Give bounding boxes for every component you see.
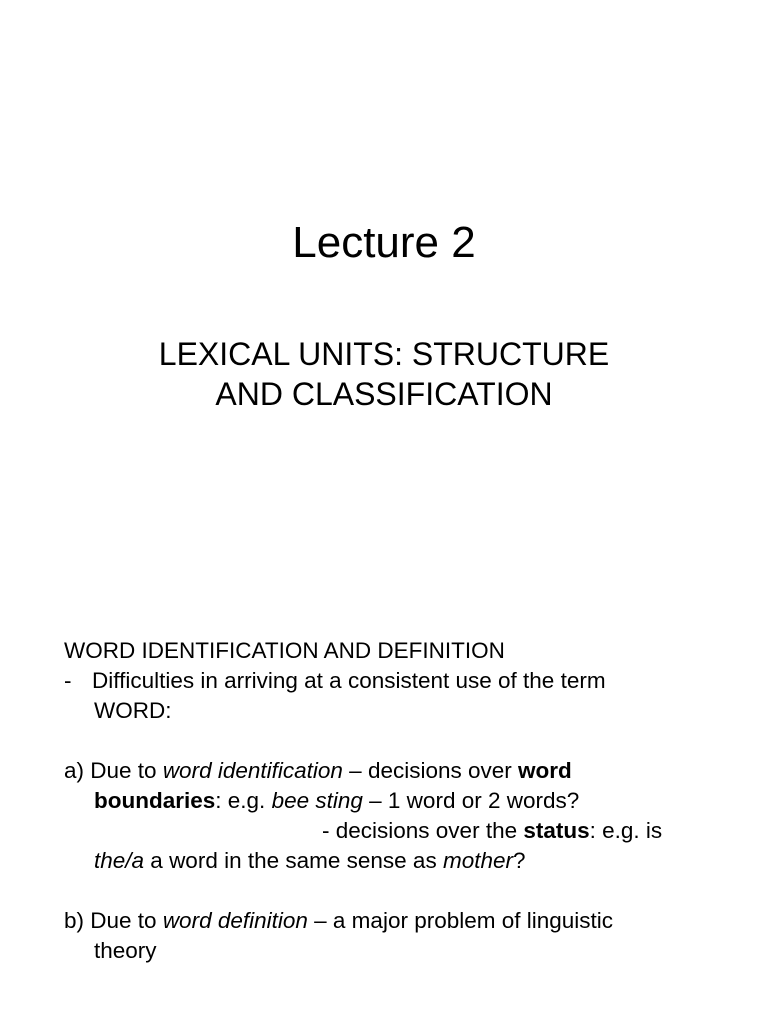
item-b-text: Due to [84, 908, 163, 933]
subtitle-line-2: AND CLASSIFICATION [215, 376, 553, 412]
lecture-subtitle [0, 334, 768, 414]
word-identification-section [64, 636, 744, 966]
item-a-line-3 [64, 816, 744, 846]
item-a-text: – 1 word or 2 words? [362, 788, 580, 813]
spacer [64, 876, 744, 906]
item-a-italic-example: the/a [94, 848, 145, 873]
item-b-marker: b) [64, 908, 85, 933]
bullet-text-1: Difficulties in arriving at a consistent use of the term [92, 668, 606, 693]
item-b-italic-term: word definition [162, 908, 308, 933]
item-a-bold-term: word [518, 758, 572, 783]
item-a-text: – decisions over [342, 758, 519, 783]
item-a-line-4 [64, 846, 744, 876]
item-a-bold-term: boundaries [94, 788, 216, 813]
item-a-line-1 [64, 756, 744, 786]
bullet-marker: - [64, 668, 72, 693]
item-a-italic-term: word identification [162, 758, 343, 783]
item-a-bold-term: status [523, 818, 590, 843]
item-b-line-2: theory [94, 938, 157, 963]
item-a-text: ? [512, 848, 526, 873]
item-b-text: – a major problem of linguistic [307, 908, 614, 933]
item-a-text: Due to [84, 758, 163, 783]
item-a-line-2 [64, 786, 744, 816]
item-a-italic-example: mother [442, 848, 513, 873]
subtitle-line-1: LEXICAL UNITS: STRUCTURE [158, 336, 610, 372]
item-b-line-1 [64, 906, 744, 936]
spacer [64, 726, 744, 756]
bullet-line-1 [64, 666, 744, 696]
lecture-title: Lecture 2 [292, 218, 476, 267]
bullet-line-2: WORD: [94, 698, 172, 723]
item-a-text: : e.g. [215, 788, 272, 813]
item-a-text: : e.g. is [589, 818, 663, 843]
item-a-text: - decisions over the [322, 818, 524, 843]
item-a-text: a word in the same sense as [144, 848, 443, 873]
item-a-marker: a) [64, 758, 85, 783]
item-a-italic-example: bee sting [271, 788, 363, 813]
section-heading: WORD IDENTIFICATION AND DEFINITION [64, 638, 505, 663]
